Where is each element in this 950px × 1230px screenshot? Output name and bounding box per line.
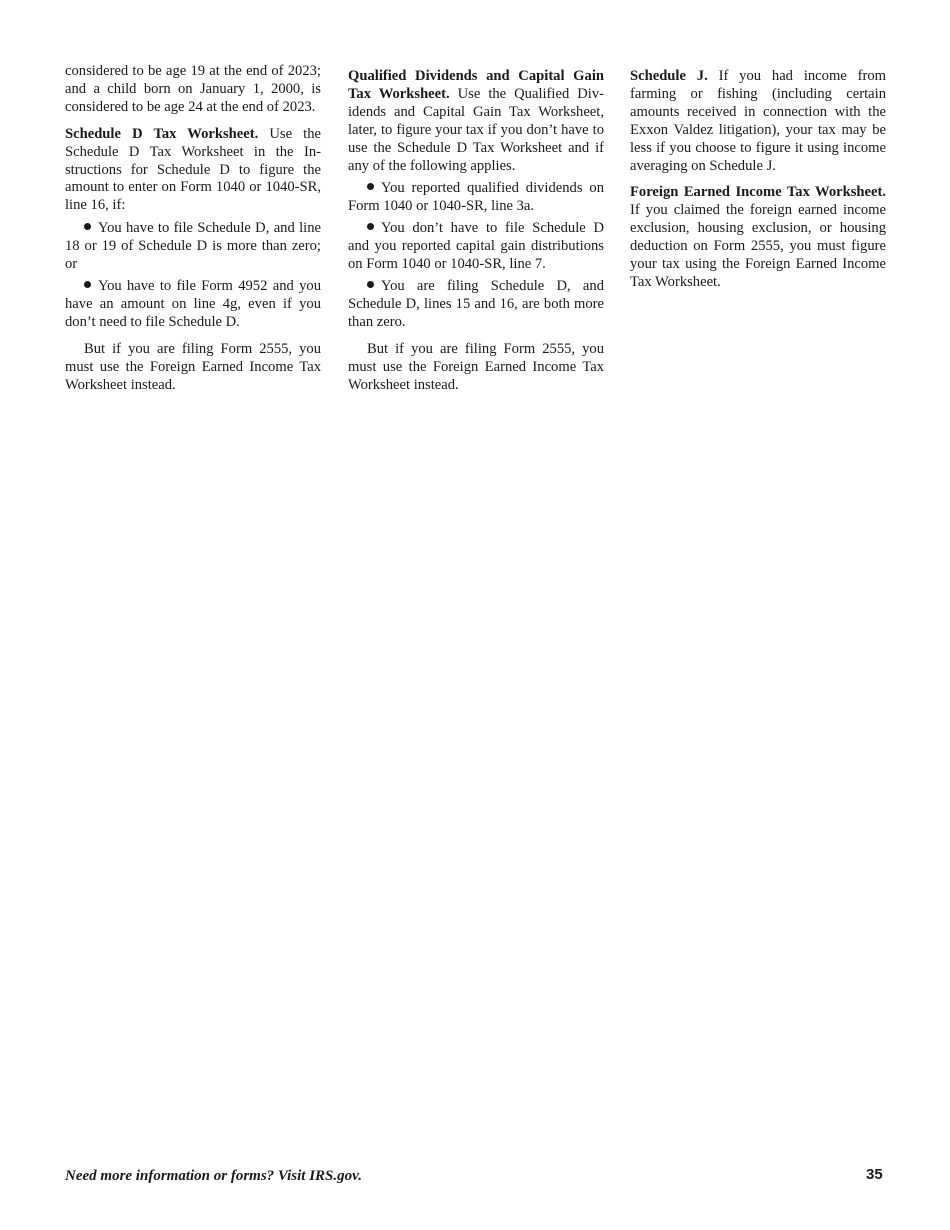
list-item <box>65 278 321 332</box>
schedule-d-heading: Schedule D Tax Worksheet. <box>65 125 259 142</box>
schedule-d-paragraph <box>65 126 321 216</box>
text-column-middle <box>348 68 604 399</box>
continued-paragraph: considered to be age 19 at the end of 2023; and a child born on January 1, 2000, is considered to be age 24 at the end of 2023. <box>65 63 321 115</box>
page-number: 35 <box>866 1166 883 1183</box>
schedule-j-paragraph <box>630 68 886 175</box>
text-column-right <box>630 68 886 296</box>
list-item-text: You have to file Schedule D, and line 18 or 19 of Schedule D is more than zero; or <box>65 219 321 272</box>
text-column-left <box>65 63 321 399</box>
schedule-d-intro: Use the Schedule D Tax Worksheet in the Instructions for Schedule D to figure the amount to enter on Form 1040 or 1040-SR, line 16, if: <box>65 125 321 214</box>
qualified-dividends-intro: Use the Qualified Dividends and Capital Gain Tax Worksheet, later, to figure your tax if you don’t have to use the Schedule D Tax Worksheet and if any of the following applies. <box>348 85 604 174</box>
bullet-icon <box>84 223 91 230</box>
bullet-icon <box>367 281 374 288</box>
bullet-icon <box>367 223 374 230</box>
bullet-icon <box>84 281 91 288</box>
foreign-earned-heading: Foreign Earned Income Tax Worksheet. <box>630 184 886 201</box>
foreign-earned-paragraph <box>630 184 886 291</box>
list-item <box>348 220 604 274</box>
list-item-text: You don’t have to file Schedule D and you reported capital gain distributions on Form 1040 or 1040-SR, line 7. <box>348 220 604 273</box>
foreign-earned-body: If you claimed the foreign earned income exclusion, housing exclusion, or housing deduction on Form 2555, you must figure your tax using the Foreign Earned Income Tax Worksheet. <box>630 202 886 290</box>
qualified-dividends-paragraph <box>348 68 604 175</box>
bullet-icon <box>367 183 374 190</box>
schedule-j-body: If you had income from farming or fishing (including certain amounts received in connection with the Exxon Valdez litigation), your tax may be less if you choose to figure it using income averaging on Schedule J. <box>630 68 886 174</box>
list-item-text: You have to file Form 4952 and you have an amount on line 4g, even if you don’t need to file Schedule D. <box>65 277 321 330</box>
footer-tagline: Need more information or forms? Visit IRS.gov. <box>65 1168 362 1184</box>
qualified-dividends-heading: Qualified Dividends and Capital Gain Tax Worksheet. <box>348 68 604 102</box>
qualified-dividends-note: But if you are filing Form 2555, you must use the Foreign Earned Income Tax Worksheet instead. <box>348 341 604 393</box>
list-item <box>348 278 604 332</box>
schedule-d-note: But if you are filing Form 2555, you must use the Foreign Earned Income Tax Worksheet instead. <box>65 340 321 393</box>
list-item-text: You are filing Schedule D, and Schedule D, lines 15 and 16, are both more than zero. <box>348 278 604 331</box>
schedule-j-heading: Schedule J. <box>630 68 708 84</box>
list-item <box>348 180 604 216</box>
list-item <box>65 220 321 274</box>
list-item-text: You reported qualified dividends on Form 1040 or 1040-SR, line 3a. <box>348 179 604 214</box>
